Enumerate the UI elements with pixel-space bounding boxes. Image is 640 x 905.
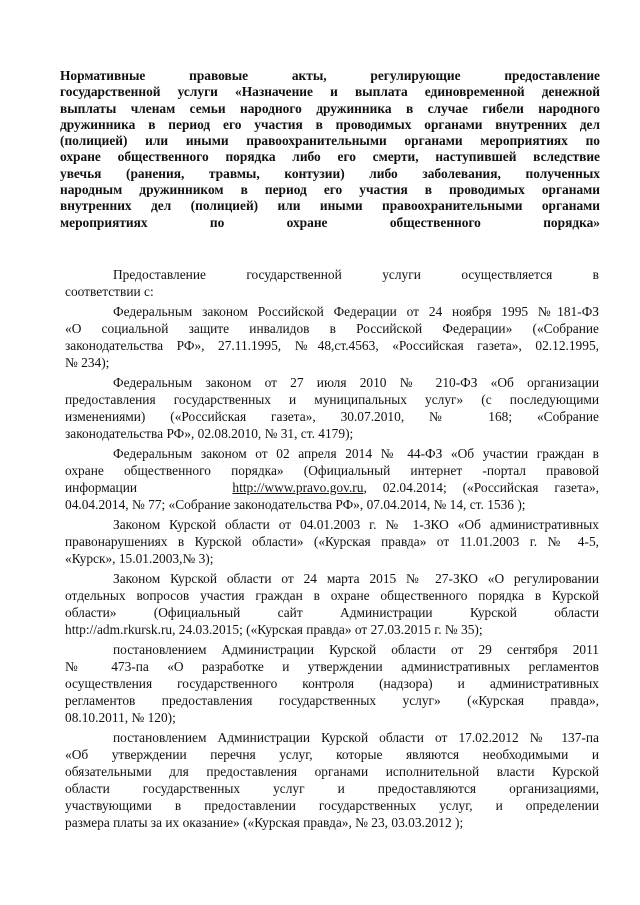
title-line: дружинника в период его участия в проводимых органами внутренних дел	[60, 116, 600, 132]
text-line: правонарушениях в Курской области» («Курская правда» от 11.01.2003 г. № 4-5,	[65, 534, 599, 549]
text-line: Федеральным законом от 02 апреля 2014 № 44-ФЗ «Об участии граждан в	[113, 446, 599, 461]
text-line: предоставления государственных и муниципальных услуг» (с последующими	[65, 392, 599, 407]
title-line: охране общественного порядка либо его смерти, наступившей вследствие	[60, 149, 600, 165]
title-line: мероприятиях по охране общественного порядка»	[60, 214, 600, 230]
text-line: области государственных услуг и предоставляются организациями,	[65, 781, 599, 796]
title-line: внутренних дел (полицией) или иными правоохранительными органами	[60, 198, 600, 214]
title-line: выплаты членам семьи народного дружинника в случае гибели народного	[60, 100, 600, 116]
text-line: законодательства РФ», 02.08.2010, № 31, ст. 4179);	[65, 426, 354, 441]
document-title	[60, 68, 600, 231]
text-fragment: информации	[65, 480, 138, 495]
text-line: области» (Официальный сайт Администрации Курской области	[65, 605, 599, 620]
text-line: № 234);	[65, 355, 110, 370]
paragraph-federal-law-44	[65, 445, 599, 513]
text-line: соответствии с:	[65, 284, 154, 299]
text-line: размера платы за их оказание» («Курская правда», № 23, 03.03.2012 );	[65, 815, 464, 830]
title-line: увечья (ранения, травмы, контузии) либо заболевания, полученных	[60, 165, 600, 181]
text-line: обязательными для предоставления органами исполнительной власти Курской	[65, 764, 599, 779]
intro-paragraph	[65, 266, 599, 300]
paragraph-resolution-473	[65, 641, 599, 726]
text-line: Федеральным законом Российской Федерации от 24 ноября 1995 №181-ФЗ	[113, 304, 599, 319]
title-line: Нормативные правовые акты, регулирующие предоставление	[60, 68, 600, 83]
text-line: «О социальной защите инвалидов в Российской Федерации» («Собрание	[65, 321, 599, 336]
text-line: Законом Курской области от 24 марта 2015 № 27-ЗКО «О регулировании	[113, 571, 599, 586]
text-line: «Курск», 15.01.2003,№ 3);	[65, 551, 214, 566]
text-line: № 473-па «О разработке и утверждении административных регламентов	[65, 659, 599, 674]
text-line	[65, 479, 599, 496]
text-line: участвующими в предоставлении государственных услуг, и определении	[65, 798, 599, 813]
text-line: регламентов предоставления государственных услуг» («Курская правда»,	[65, 693, 599, 708]
text-line: 08.10.2011, № 120);	[65, 710, 176, 725]
title-line: народным дружинником в период его участия в проводимых органами	[60, 182, 600, 198]
document-body	[65, 266, 599, 834]
paragraph-kursk-law-1-zko	[65, 516, 599, 567]
text-fragment: , 02.04.2014; («Российская газета»,	[363, 480, 599, 495]
text-line: осуществления государственного контроля (надзора) и административных	[65, 676, 599, 691]
text-line: Законом Курской области от 04.01.2003 г. № 1-ЗКО «Об административных	[113, 517, 599, 532]
text-line: постановлением Администрации Курской области от 17.02.2012 № 137-па	[113, 730, 599, 745]
text-line: http://adm.rkursk.ru, 24.03.2015; («Курская правда» от 27.03.2015 г. № 35);	[65, 622, 483, 637]
text-line: изменениями) («Российская газета», 30.07.2010, № 168; «Собрание	[65, 409, 599, 424]
title-line: (полицией) или иными правоохранительными органами мероприятиях по	[60, 133, 600, 149]
text-line: «Об утверждении перечня услуг, которые являются необходимыми и	[65, 747, 599, 762]
text-line: Федеральным законом от 27 июля 2010 № 210-ФЗ «Об организации	[113, 375, 599, 390]
paragraph-federal-law-210	[65, 374, 599, 442]
title-line: государственной услуги «Назначение и выплата единовременной денежной	[60, 84, 600, 100]
text-line: охране общественного порядка» (Официальный интернет -портал правовой	[65, 463, 599, 478]
paragraph-kursk-law-27-zko	[65, 570, 599, 638]
paragraph-federal-law-181	[65, 303, 599, 371]
text-line: законодательства РФ», 27.11.1995, №48,ст.4563, «Российская газета», 02.12.1995,	[65, 338, 599, 353]
text-line: 04.04.2014, № 77; «Собрание законодательства РФ», 07.04.2014, № 14, ст. 1536 );	[65, 497, 526, 512]
text-line: постановлением Администрации Курской области от 29 сентября 2011	[113, 642, 599, 657]
pravo-gov-link[interactable]: http://www.pravo.gov.ru	[232, 480, 364, 495]
paragraph-resolution-137	[65, 729, 599, 831]
text-line: отдельных вопросов участия граждан в охране общественного порядка в Курской	[65, 588, 599, 603]
text-line: Предоставление государственной услуги осуществляется в	[113, 267, 599, 282]
